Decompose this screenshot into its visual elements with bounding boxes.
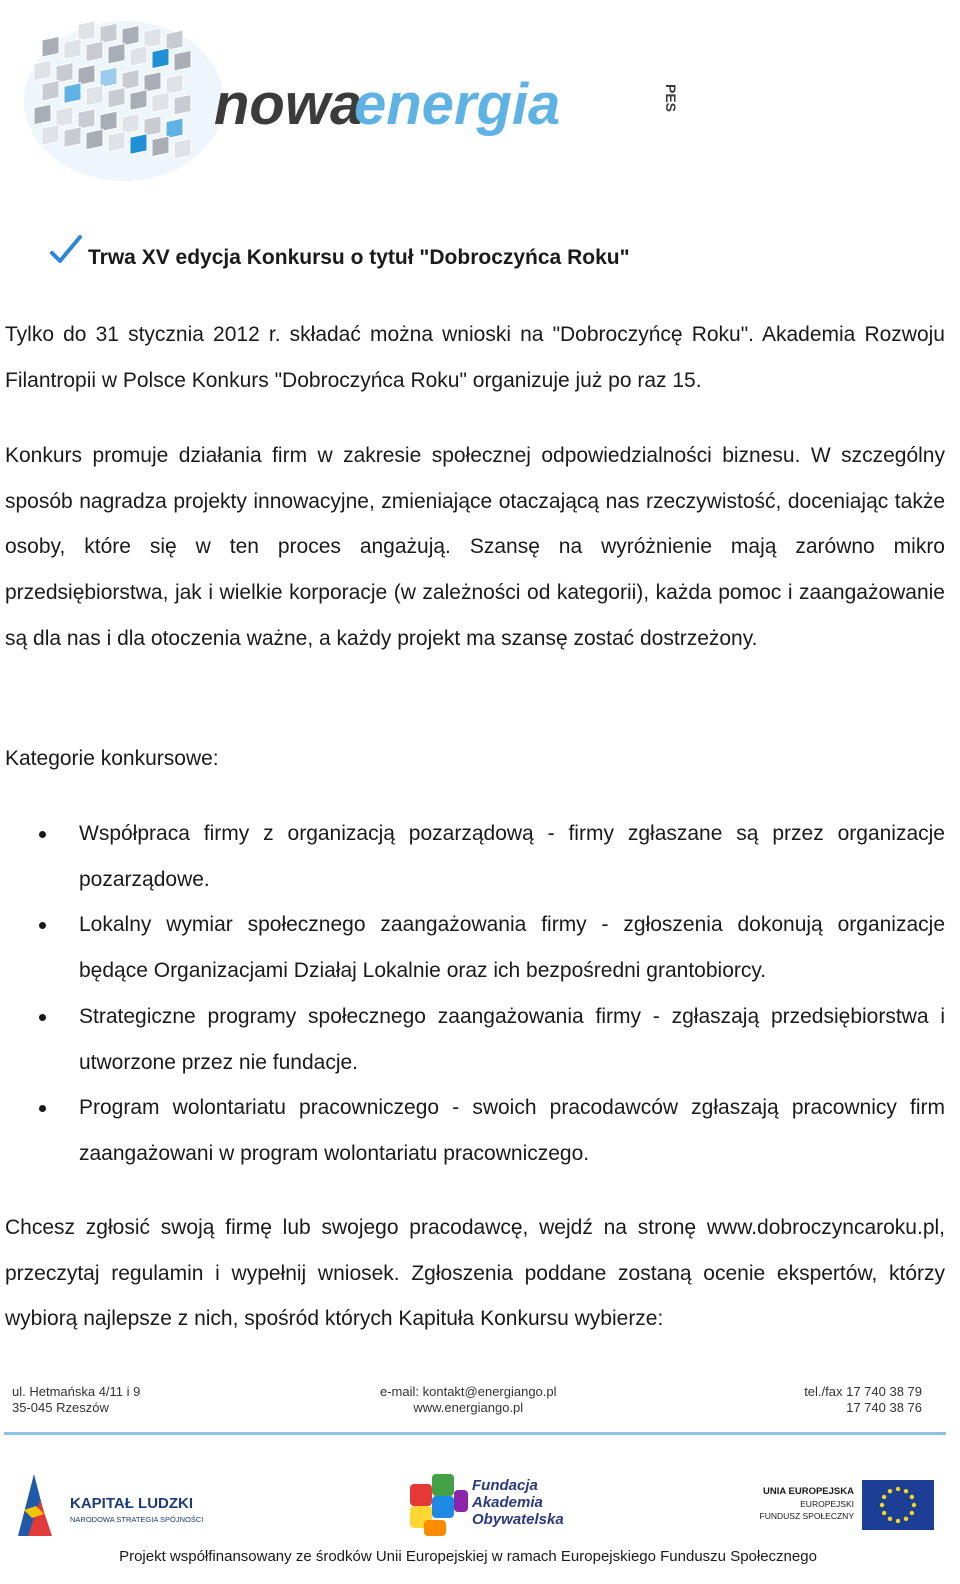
list-item-text: Strategiczne programy społecznego zaangażowania firmy - zgłaszają przedsiębiorstwa i utworzone przez nie fundacje. bbox=[79, 1004, 945, 1074]
fao-line3: Obywatelska bbox=[472, 1511, 564, 1528]
list-item bbox=[5, 902, 945, 993]
kl-subtitle: NARODOWA STRATEGIA SPÓJNOŚCI bbox=[70, 1515, 204, 1524]
kapital-ludzki-graphic bbox=[14, 1470, 214, 1540]
description-paragraph bbox=[5, 433, 945, 662]
list-item-text: Program wolontariatu pracowniczego - swoich pracodawców zgłaszają pracownicy firm zaangażowani w program wolontariatu pracowniczego. bbox=[79, 1096, 945, 1165]
fao-line1: Fundacja bbox=[472, 1477, 538, 1494]
section-heading bbox=[48, 232, 630, 270]
address-line: ul. Hetmańska 4/11 i 9 bbox=[12, 1384, 141, 1399]
kapital-ludzki-logo bbox=[14, 1470, 214, 1540]
list-item bbox=[5, 1085, 945, 1176]
intro-text: Tylko do 31 stycznia 2012 r. składać można wnioski na "Dobroczyńcę Roku". Akademia Rozwoju Filantropii w Polsce Konkurs "Dobroczyńca Roku" organizuje już po raz 15. bbox=[5, 323, 945, 392]
categories-list bbox=[5, 811, 945, 1177]
footer-contact bbox=[12, 1384, 922, 1418]
closing-paragraph bbox=[5, 1205, 945, 1342]
eu-logo bbox=[756, 1478, 936, 1538]
puzzle-icon bbox=[410, 1474, 468, 1536]
bullet-icon bbox=[39, 1014, 46, 1021]
eu-line3: FUNDUSZ SPOŁECZNY bbox=[759, 1511, 854, 1521]
bullet-icon bbox=[39, 831, 46, 838]
bullet-icon bbox=[39, 1105, 46, 1112]
logo-brand-part2: energia bbox=[354, 72, 561, 137]
website-text: www.energiango.pl bbox=[413, 1400, 524, 1415]
phone-text: 17 740 38 76 bbox=[846, 1400, 922, 1415]
categories-label bbox=[5, 736, 945, 782]
fao-graphic bbox=[400, 1468, 580, 1540]
intro-paragraph bbox=[5, 312, 945, 403]
eu-line2: EUROPEJSKI bbox=[800, 1499, 854, 1509]
list-item bbox=[5, 994, 945, 1085]
footer-email-web bbox=[380, 1384, 557, 1416]
nowa-energia-logo bbox=[14, 6, 679, 181]
checkmark-icon bbox=[48, 233, 84, 269]
cofinance-note: Projekt współfinansowany ze środków Unii Europejskiej w ramach Europejskiego Funduszu Społecznego bbox=[119, 1548, 817, 1565]
cube-cluster-icon bbox=[24, 21, 224, 181]
heading-text: Trwa XV edycja Konkursu o tytuł "Dobroczyńca Roku" bbox=[88, 246, 630, 269]
closing-text: Chcesz zgłosić swoją firmę lub swojego pracodawcę, wejdź na stronę www.dobroczyncaroku.pl, przeczytaj regulamin i wypełnij wniosek. Zgłoszenia poddane zostaną ocenie ekspertów, którzy wybiorą najlepsze z nich, spośród których Kapituła Konkursu wybierze: bbox=[5, 1216, 945, 1331]
list-item-text: Lokalny wymiar społecznego zaangażowania firmy - zgłoszenia dokonują organizacje będące Organizacjami Działaj Lokalnie oraz ich bezpośredni grantobiorcy. bbox=[79, 913, 945, 983]
logo-brand-suffix: PES bbox=[663, 84, 679, 113]
logo-brand-part1: nowa bbox=[214, 72, 363, 137]
fundacja-akademia-logo bbox=[400, 1468, 580, 1540]
email-text: e-mail: kontakt@energiango.pl bbox=[380, 1384, 557, 1399]
footer-phone bbox=[804, 1384, 922, 1416]
list-item-text: Współpraca firmy z organizacją pozarządową - firmy zgłaszane są przez organizacje pozarządowe. bbox=[79, 822, 945, 891]
logo-graphic bbox=[14, 6, 679, 181]
kl-title: KAPITAŁ LUDZKI bbox=[70, 1495, 194, 1512]
categories-label-text: Kategorie konkursowe: bbox=[5, 747, 219, 770]
bullet-icon bbox=[39, 922, 46, 929]
footer-divider bbox=[4, 1432, 946, 1435]
phone-text: tel./fax 17 740 38 79 bbox=[804, 1384, 922, 1399]
footer-address bbox=[12, 1384, 140, 1416]
description-text: Konkurs promuje działania firm w zakresie społecznej odpowiedzialności biznesu. W szczególny sposób nagradza projekty innowacyjne, zmieniające otaczającą nas rzeczywistość, doceniając także osoby, które się w ten proces angażują. Szansę na wyróżnienie mają zarówno mikro przedsiębiorstwa, jak i wielkie korporacje (w zależności od kategorii), każda pomoc i zaangażowanie są dla nas i dla otoczenia ważne, a każdy projekt ma szansę zostać dostrzeżony. bbox=[5, 444, 945, 650]
address-line: 35-045 Rzeszów bbox=[12, 1400, 109, 1415]
eu-graphic bbox=[756, 1478, 936, 1538]
eu-line1: UNIA EUROPEJSKA bbox=[763, 1486, 854, 1497]
list-item bbox=[5, 811, 945, 902]
fao-line2: Akademia bbox=[472, 1494, 543, 1511]
